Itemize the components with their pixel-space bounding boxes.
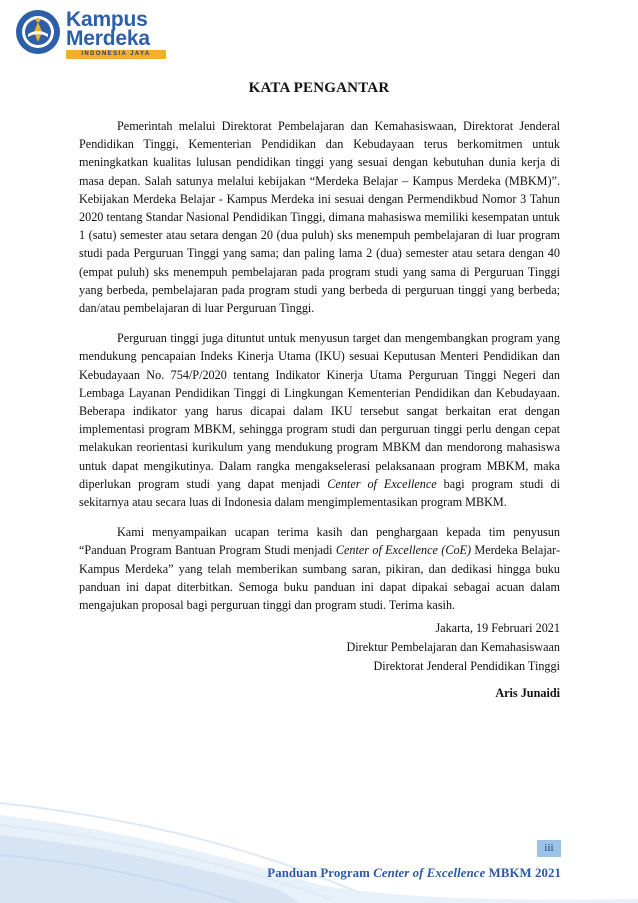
signature-position: Direktur Pembelajaran dan Kemahasiswaan — [346, 640, 560, 654]
kampus-merdeka-logo — [14, 8, 174, 64]
page-number: iii — [537, 840, 561, 857]
signature-place-date: Jakarta, 19 Februari 2021 — [435, 621, 560, 635]
paragraph-2-text-a: Perguruan tinggi juga dituntut untuk menyusun target dan mengembangkan program yang mendukung pencapaian Indeks Kinerja Utama (IKU) sesuai Keputusan Menteri Pendidikan dan Kebudayaan No. 754/P/2020 tentang Indikator Kinerja Utama Perguruan Tinggi Negeri dan Lembaga Layanan Pendidikan Tinggi di Lingkungan Kementerian Pendidikan dan Kebudayaan. Beberapa indikator yang harus dicapai dalam IKU tersebut sangat berkaitan erat dengan implementasi program MBKM, sehingga program studi dan perguruan tinggi perlu dengan cepat melakukan reorientasi kurikulum yang mendukung program MBKM dan mendorong mahasiswa untuk dapat mengikutinya. Dalam rangka mengakselerasi pelaksanaan program MBKM, maka diperlukan program studi yang dapat menjadi — [79, 331, 560, 491]
paragraph-2 — [79, 329, 560, 511]
signature-office: Direktorat Jenderal Pendidikan Tinggi — [373, 659, 560, 673]
paragraph-3-text-b: Merdeka Belajar-Kampus Merdeka” yang telah memberikan sumbang saran, pikiran, dan dedikasi hingga buku panduan ini dapat diterbitkan. Semoga buku panduan ini dapat dipakai sebagai acuan dalam mengajukan proposal bagi perguruan tinggi dan program studi. Terima kasih. — [79, 543, 561, 613]
paragraph-2-italic: Center of Excellence — [327, 476, 437, 491]
paragraph-3-text-a: Kami menyampaikan ucapan terima kasih dan penghargaan kepada tim penyusun “Panduan Program Bantuan Program Studi menjadi — [79, 525, 560, 558]
footer-title-a: Panduan Program — [267, 866, 374, 880]
signature-name: Aris Junaidi — [495, 686, 560, 700]
paragraph-3 — [79, 523, 560, 614]
paragraph-1: Pemerintah melalui Direktorat Pembelajaran dan Kemahasiswaan, Direktorat Jenderal Pendidikan Tinggi, Kementerian Pendidikan dan Kebudayaan terus berkomitmen untuk meningkatkan kualitas lulusan pendidikan tinggi yang sesuai dengan kebutuhan dunia kerja di masa depan. Salah satunya melalui kebijakan “Merdeka Belajar – Kampus Merdeka (MBKM)”. Kebijakan Merdeka Belajar - Kampus Merdeka ini sesuai dengan Permendikbud Nomor 3 Tahun 2020 tentang Standar Nasional Pendidikan Tinggi, dimana mahasiswa memiliki kesempatan untuk 1 (satu) semester atau setara dengan 20 (dua puluh) sks menempuh pembelajaran di luar program studi pada Perguruan Tinggi yang sama; dan paling lama 2 (dua) semester atau setara dengan 40 (empat puluh) sks menempuh pembelajaran pada program studi yang sama di Perguruan Tinggi yang berbeda, pembelajaran pada program studi yang berbeda di perguruan tinggi yang berbeda; dan/atau pembelajaran di luar Perguruan Tinggi. — [79, 119, 560, 316]
logo-line-merdeka: Merdeka — [66, 27, 150, 50]
footer-title — [267, 866, 561, 881]
logo-line-kampus: Kampus — [66, 8, 148, 31]
signature-block — [346, 619, 560, 703]
paragraph-3-italic: Center of Excellence (CoE) — [335, 543, 472, 558]
logo-wordmark — [66, 10, 166, 59]
paragraph-2-text-b: bagi program studi di sekitarnya atau secara luas di Indonesia dalam mengimplementasikan program MBKM. — [79, 476, 561, 510]
page-title: KATA PENGANTAR — [248, 80, 390, 96]
tut-wuri-handayani-emblem-icon — [14, 8, 62, 56]
footer-title-b: MBKM 2021 — [485, 866, 561, 880]
logo-tagline: INDONESIA JAYA — [66, 50, 166, 59]
footer-title-italic: Center of Excellence — [373, 866, 486, 880]
document-body — [79, 117, 560, 626]
